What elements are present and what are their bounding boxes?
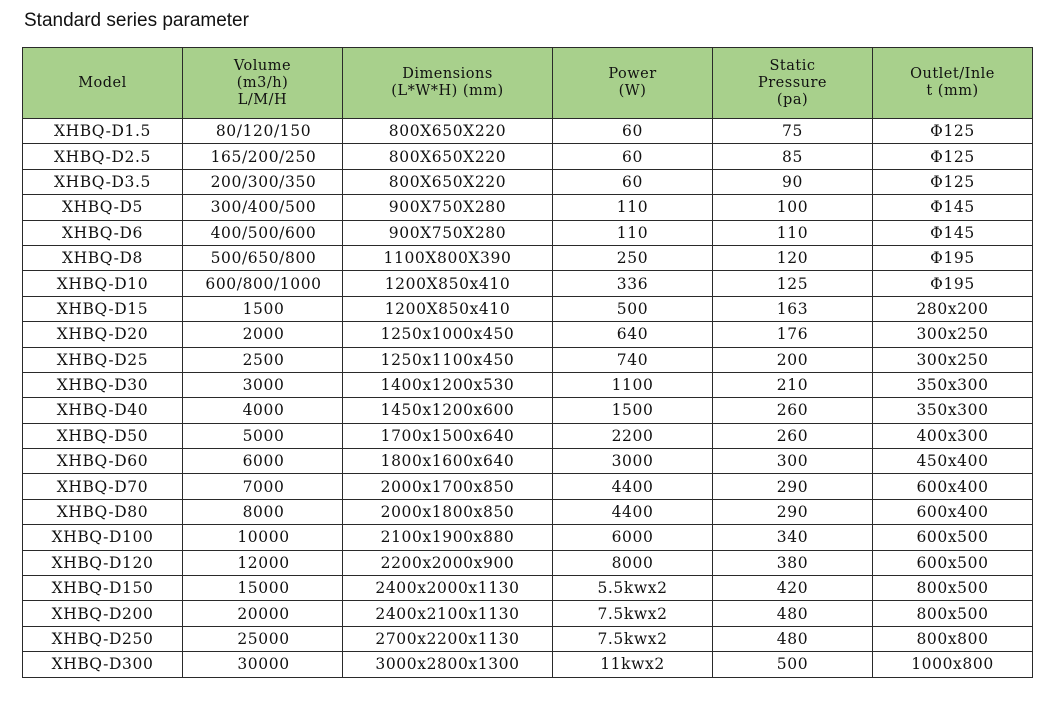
- cell-model: XHBQ-D150: [23, 576, 183, 601]
- cell-static-pressure: 110: [713, 220, 873, 245]
- cell-model: XHBQ-D30: [23, 372, 183, 397]
- cell-model: XHBQ-D5: [23, 195, 183, 220]
- cell-dimensions: 2000x1800x850: [343, 499, 553, 524]
- cell-model: XHBQ-D300: [23, 652, 183, 677]
- cell-dimensions: 1250x1100x450: [343, 347, 553, 372]
- cell-static-pressure: 85: [713, 144, 873, 169]
- cell-volume: 7000: [183, 474, 343, 499]
- cell-model: XHBQ-D3.5: [23, 169, 183, 194]
- cell-model: XHBQ-D50: [23, 423, 183, 448]
- column-header-line: Power: [608, 66, 657, 82]
- cell-volume: 80/120/150: [183, 119, 343, 144]
- cell-static-pressure: 120: [713, 245, 873, 270]
- cell-static-pressure: 290: [713, 499, 873, 524]
- table-row: [23, 601, 1033, 626]
- cell-outlet-inlet: Φ125: [873, 144, 1033, 169]
- column-header-line: (W): [618, 83, 647, 99]
- column-header-model: [23, 48, 183, 119]
- cell-dimensions: 900X750X280: [343, 195, 553, 220]
- cell-static-pressure: 300: [713, 449, 873, 474]
- cell-volume: 500/650/800: [183, 245, 343, 270]
- cell-outlet-inlet: 300x250: [873, 347, 1033, 372]
- cell-model: XHBQ-D80: [23, 499, 183, 524]
- table-row: [23, 550, 1033, 575]
- table-row: [23, 423, 1033, 448]
- cell-volume: 600/800/1000: [183, 271, 343, 296]
- table-row: [23, 271, 1033, 296]
- cell-power: 11kwx2: [553, 652, 713, 677]
- cell-static-pressure: 200: [713, 347, 873, 372]
- cell-model: XHBQ-D70: [23, 474, 183, 499]
- cell-model: XHBQ-D100: [23, 525, 183, 550]
- table-row: [23, 652, 1033, 677]
- cell-outlet-inlet: 600x500: [873, 525, 1033, 550]
- cell-power: 5.5kwx2: [553, 576, 713, 601]
- cell-model: XHBQ-D15: [23, 296, 183, 321]
- cell-volume: 15000: [183, 576, 343, 601]
- cell-model: XHBQ-D10: [23, 271, 183, 296]
- column-header-dimensions: [343, 48, 553, 119]
- cell-volume: 20000: [183, 601, 343, 626]
- cell-model: XHBQ-D1.5: [23, 119, 183, 144]
- cell-dimensions: 2100x1900x880: [343, 525, 553, 550]
- header-row: [23, 48, 1033, 119]
- cell-dimensions: 1400x1200x530: [343, 372, 553, 397]
- cell-outlet-inlet: Φ195: [873, 271, 1033, 296]
- cell-volume: 4000: [183, 398, 343, 423]
- cell-dimensions: 1700x1500x640: [343, 423, 553, 448]
- table-row: [23, 474, 1033, 499]
- cell-volume: 10000: [183, 525, 343, 550]
- cell-dimensions: 1200X850x410: [343, 271, 553, 296]
- cell-model: XHBQ-D8: [23, 245, 183, 270]
- table-row: [23, 169, 1033, 194]
- column-header-line: L/M/H: [237, 91, 288, 108]
- cell-volume: 5000: [183, 423, 343, 448]
- cell-power: 3000: [553, 449, 713, 474]
- cell-volume: 12000: [183, 550, 343, 575]
- column-header-line: t (mm): [926, 83, 979, 99]
- table-row: [23, 372, 1033, 397]
- cell-power: 8000: [553, 550, 713, 575]
- cell-static-pressure: 176: [713, 322, 873, 347]
- table-row: [23, 398, 1033, 423]
- column-header-power: [553, 48, 713, 119]
- table-row: [23, 220, 1033, 245]
- cell-outlet-inlet: Φ195: [873, 245, 1033, 270]
- column-header-line: Dimensions: [402, 66, 493, 82]
- cell-power: 740: [553, 347, 713, 372]
- cell-model: XHBQ-D250: [23, 626, 183, 651]
- cell-static-pressure: 380: [713, 550, 873, 575]
- cell-static-pressure: 480: [713, 601, 873, 626]
- column-header-line: Model: [78, 74, 127, 91]
- cell-volume: 400/500/600: [183, 220, 343, 245]
- cell-power: 4400: [553, 474, 713, 499]
- cell-outlet-inlet: 600x400: [873, 499, 1033, 524]
- cell-outlet-inlet: 400x300: [873, 423, 1033, 448]
- table-row: [23, 626, 1033, 651]
- cell-power: 6000: [553, 525, 713, 550]
- cell-outlet-inlet: 800x800: [873, 626, 1033, 651]
- cell-volume: 2500: [183, 347, 343, 372]
- column-header-volume: [183, 48, 343, 119]
- cell-power: 4400: [553, 499, 713, 524]
- column-header-static-pressure: [713, 48, 873, 119]
- cell-volume: 300/400/500: [183, 195, 343, 220]
- cell-model: XHBQ-D2.5: [23, 144, 183, 169]
- cell-volume: 1500: [183, 296, 343, 321]
- column-header-line: (L*W*H) (mm): [391, 83, 504, 99]
- cell-dimensions: 800X650X220: [343, 144, 553, 169]
- cell-model: XHBQ-D6: [23, 220, 183, 245]
- cell-dimensions: 1450x1200x600: [343, 398, 553, 423]
- column-header-line: Static: [769, 57, 816, 74]
- cell-static-pressure: 500: [713, 652, 873, 677]
- column-header-line: (m3/h): [236, 74, 289, 91]
- cell-outlet-inlet: 800x500: [873, 576, 1033, 601]
- table-row: [23, 449, 1033, 474]
- cell-power: 7.5kwx2: [553, 601, 713, 626]
- cell-model: XHBQ-D200: [23, 601, 183, 626]
- table-row: [23, 245, 1033, 270]
- cell-outlet-inlet: Φ125: [873, 169, 1033, 194]
- cell-volume: 25000: [183, 626, 343, 651]
- cell-outlet-inlet: 300x250: [873, 322, 1033, 347]
- table-row: [23, 525, 1033, 550]
- cell-outlet-inlet: Φ145: [873, 220, 1033, 245]
- cell-dimensions: 800X650X220: [343, 119, 553, 144]
- cell-volume: 30000: [183, 652, 343, 677]
- column-header-outlet-inlet: [873, 48, 1033, 119]
- cell-model: XHBQ-D25: [23, 347, 183, 372]
- cell-volume: 2000: [183, 322, 343, 347]
- cell-static-pressure: 340: [713, 525, 873, 550]
- cell-model: XHBQ-D40: [23, 398, 183, 423]
- column-header-line: Outlet/Inle: [910, 66, 995, 82]
- cell-static-pressure: 480: [713, 626, 873, 651]
- cell-power: 500: [553, 296, 713, 321]
- table-row: [23, 322, 1033, 347]
- cell-volume: 6000: [183, 449, 343, 474]
- cell-dimensions: 900X750X280: [343, 220, 553, 245]
- cell-power: 1500: [553, 398, 713, 423]
- column-header-line: (pa): [776, 91, 809, 108]
- cell-outlet-inlet: 280x200: [873, 296, 1033, 321]
- cell-static-pressure: 420: [713, 576, 873, 601]
- cell-model: XHBQ-D60: [23, 449, 183, 474]
- cell-outlet-inlet: 1000x800: [873, 652, 1033, 677]
- cell-power: 60: [553, 169, 713, 194]
- cell-static-pressure: 210: [713, 372, 873, 397]
- cell-static-pressure: 75: [713, 119, 873, 144]
- cell-outlet-inlet: 800x500: [873, 601, 1033, 626]
- cell-dimensions: 800X650X220: [343, 169, 553, 194]
- cell-dimensions: 3000x2800x1300: [343, 652, 553, 677]
- table-row: [23, 296, 1033, 321]
- cell-static-pressure: 260: [713, 423, 873, 448]
- cell-static-pressure: 290: [713, 474, 873, 499]
- table-row: [23, 144, 1033, 169]
- table-body: [23, 119, 1033, 678]
- cell-power: 250: [553, 245, 713, 270]
- cell-power: 7.5kwx2: [553, 626, 713, 651]
- table-row: [23, 499, 1033, 524]
- cell-static-pressure: 90: [713, 169, 873, 194]
- parameter-table: [22, 47, 1033, 678]
- cell-static-pressure: 260: [713, 398, 873, 423]
- page-title: Standard series parameter: [24, 10, 249, 31]
- cell-power: 110: [553, 195, 713, 220]
- cell-power: 60: [553, 119, 713, 144]
- cell-outlet-inlet: 350x300: [873, 372, 1033, 397]
- table-row: [23, 119, 1033, 144]
- cell-outlet-inlet: 600x500: [873, 550, 1033, 575]
- cell-static-pressure: 163: [713, 296, 873, 321]
- cell-dimensions: 1100X800X390: [343, 245, 553, 270]
- column-header-line: Volume: [233, 57, 292, 74]
- cell-static-pressure: 125: [713, 271, 873, 296]
- cell-dimensions: 2000x1700x850: [343, 474, 553, 499]
- cell-dimensions: 1250x1000x450: [343, 322, 553, 347]
- cell-dimensions: 2400x2100x1130: [343, 601, 553, 626]
- cell-outlet-inlet: Φ145: [873, 195, 1033, 220]
- cell-power: 336: [553, 271, 713, 296]
- cell-outlet-inlet: 600x400: [873, 474, 1033, 499]
- table-row: [23, 195, 1033, 220]
- cell-static-pressure: 100: [713, 195, 873, 220]
- cell-outlet-inlet: 350x300: [873, 398, 1033, 423]
- cell-volume: 3000: [183, 372, 343, 397]
- cell-volume: 200/300/350: [183, 169, 343, 194]
- cell-outlet-inlet: 450x400: [873, 449, 1033, 474]
- cell-dimensions: 2700x2200x1130: [343, 626, 553, 651]
- cell-volume: 8000: [183, 499, 343, 524]
- cell-power: 60: [553, 144, 713, 169]
- table-row: [23, 576, 1033, 601]
- table-row: [23, 347, 1033, 372]
- cell-outlet-inlet: Φ125: [873, 119, 1033, 144]
- cell-model: XHBQ-D120: [23, 550, 183, 575]
- cell-dimensions: 1800x1600x640: [343, 449, 553, 474]
- cell-power: 2200: [553, 423, 713, 448]
- cell-power: 110: [553, 220, 713, 245]
- cell-model: XHBQ-D20: [23, 322, 183, 347]
- cell-dimensions: 1200X850x410: [343, 296, 553, 321]
- cell-dimensions: 2400x2000x1130: [343, 576, 553, 601]
- cell-volume: 165/200/250: [183, 144, 343, 169]
- cell-power: 640: [553, 322, 713, 347]
- column-header-line: Pressure: [757, 74, 827, 91]
- cell-dimensions: 2200x2000x900: [343, 550, 553, 575]
- cell-power: 1100: [553, 372, 713, 397]
